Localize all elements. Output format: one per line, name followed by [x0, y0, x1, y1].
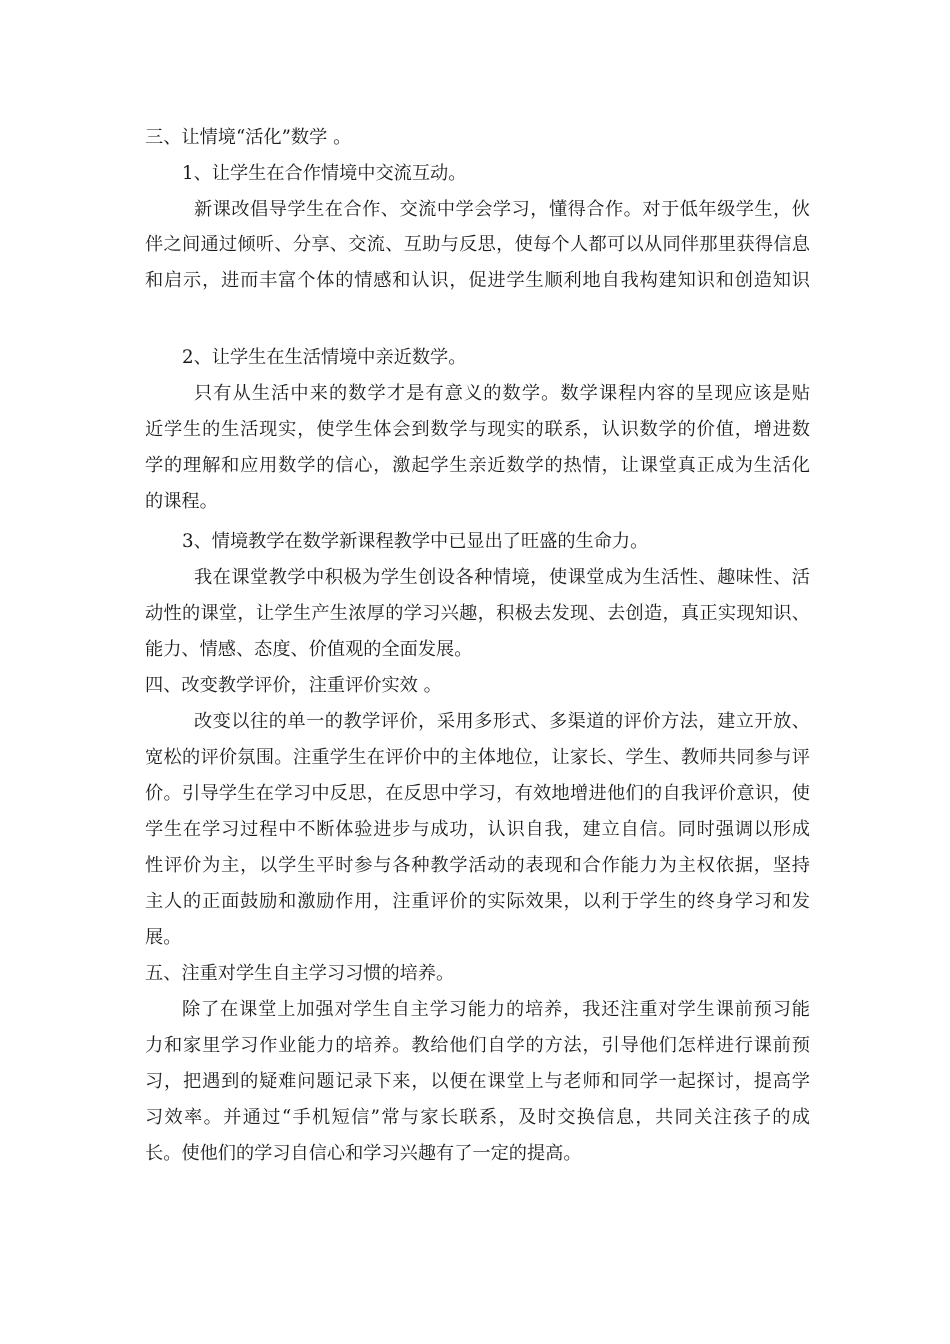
section-heading-3: 三、让情境“活化”数学 。	[145, 127, 352, 148]
paragraph-line: 长。使他们的学习自信心和学习兴趣有了一定的提高。	[145, 1143, 582, 1164]
paragraph-line: 动性的课堂，让学生产生浓厚的学习兴趣，积极去发现、去创造，真正实现知识、	[145, 603, 810, 624]
paragraph-line: 伴之间通过倾听、分享、交流、互助与反思，使每个人都可以从同伴那里获得信息	[145, 234, 810, 255]
paragraph-line: 除了在课堂上加强对学生自主学习能力的培养，我还注重对学生课前预习能	[182, 999, 810, 1020]
paragraph-line: 习效率。并通过“手机短信”常与家长联系，及时交换信息，共同关注孩子的成	[145, 1107, 810, 1128]
paragraph-line: 近学生的生活现实，使学生体会到数学与现实的联系，认识数学的价值，增进数	[145, 419, 810, 440]
paragraph-line: 改变以往的单一的教学评价，采用多形式、多渠道的评价方法，建立开放、	[194, 711, 810, 732]
paragraph-line: 学的理解和应用数学的信心，激起学生亲近数学的热情，让课堂真正成为生活化	[145, 455, 810, 476]
paragraph-line: 只有从生活中来的数学才是有意义的数学。数学课程内容的呈现应该是贴	[194, 383, 810, 404]
paragraph-line: 宽松的评价氛围。注重学生在评价中的主体地位，让家长、学生、教师共同参与评	[145, 747, 810, 768]
paragraph-line: 价。引导学生在学习中反思，在反思中学习，有效地增进他们的自我评价意识，使	[145, 783, 810, 804]
section-heading-4: 四、改变教学评价，注重评价实效 。	[145, 675, 442, 696]
paragraph-line: 学生在学习过程中不断体验进步与成功，认识自我，建立自信。同时强调以形成	[145, 819, 810, 840]
subheading-3-2: 2、让学生在生活情境中亲近数学。	[182, 347, 467, 368]
paragraph-line: 新课改倡导学生在合作、交流中学会学习，懂得合作。对于低年级学生，伙	[194, 199, 810, 220]
paragraph-line: 力和家里学习作业能力的培养。教给他们自学的方法，引导他们怎样进行课前预	[145, 1035, 810, 1056]
subheading-3-3: 3、情境教学在数学新课程教学中已显出了旺盛的生命力。	[182, 531, 649, 552]
paragraph-line: 和启示，进而丰富个体的情感和认识，促进学生顺利地自我构建知识和创造知识	[145, 270, 810, 291]
paragraph-line: 习，把遇到的疑难问题记录下来，以便在课堂上与老师和同学一起探讨，提高学	[145, 1071, 810, 1092]
subheading-3-1: 1、让学生在合作情境中交流互动。	[182, 163, 467, 184]
section-heading-5: 五、注重对学生自主学习习惯的培养。	[145, 963, 455, 984]
paragraph-line: 我在课堂教学中积极为学生创设各种情境，使课堂成为生活性、趣味性、活	[194, 567, 810, 588]
paragraph-line: 主人的正面鼓励和激励作用，注重评价的实际效果，以利于学生的终身学习和发	[145, 891, 810, 912]
paragraph-line: 展。	[145, 927, 182, 948]
paragraph-line: 能力、情感、态度、价值观的全面发展。	[145, 639, 473, 660]
paragraph-line: 性评价为主，以学生平时参与各种教学活动的表现和合作能力为主权依据，坚持	[145, 855, 810, 876]
paragraph-line: 的课程。	[145, 491, 218, 512]
